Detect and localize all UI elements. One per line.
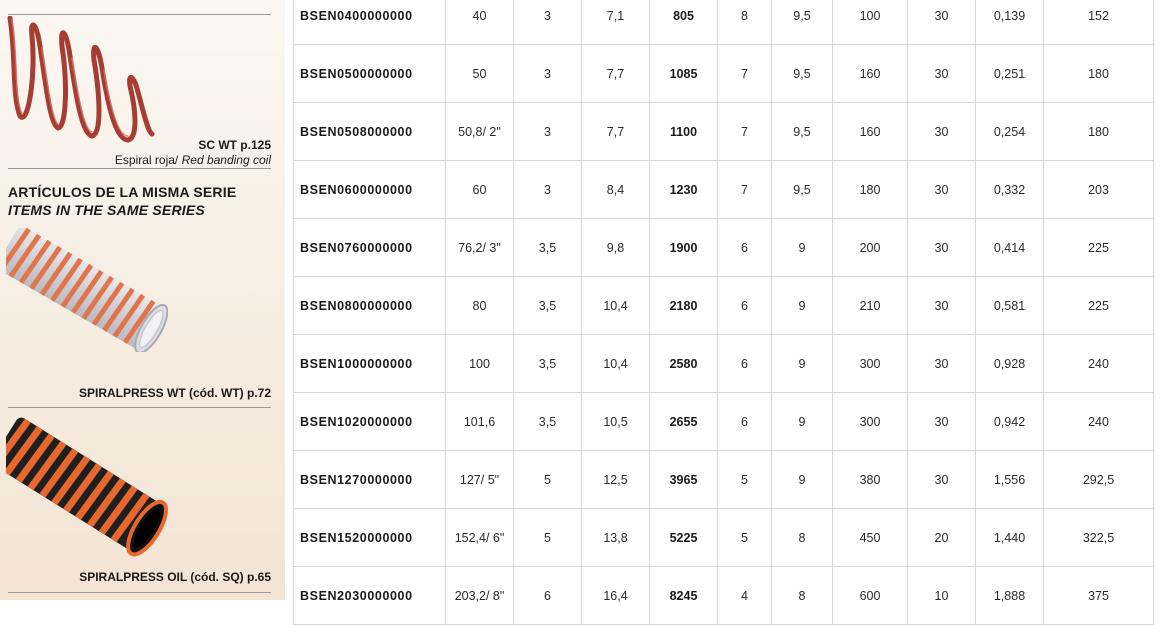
table-cell: 380 (833, 451, 908, 509)
table-cell: 203 (1044, 161, 1154, 219)
table-cell: 1085 (650, 45, 718, 103)
table-row (294, 509, 1154, 567)
table-cell: 6 (718, 393, 772, 451)
table-cell: 7,7 (582, 45, 650, 103)
table-cell: 101,6 (446, 393, 514, 451)
table-cell: 10,5 (582, 393, 650, 451)
sc-wt-desc-es: Espiral roja/ (114, 153, 179, 167)
table-cell: 9,5 (772, 161, 833, 219)
table-cell: 30 (908, 277, 976, 335)
table-cell: 0,928 (976, 335, 1044, 393)
product-code-cell: BSEN1270000000 (294, 451, 446, 509)
table-cell: 7,7 (582, 103, 650, 161)
table-cell: 5 (514, 509, 582, 567)
product-code-cell: BSEN0760000000 (294, 219, 446, 277)
product-code-cell: BSEN0800000000 (294, 277, 446, 335)
table-cell: 3,5 (514, 277, 582, 335)
table-cell: 8 (772, 567, 833, 625)
table-cell: 9,8 (582, 219, 650, 277)
table-cell: 4 (718, 567, 772, 625)
table-cell: 225 (1044, 219, 1154, 277)
table-cell: 30 (908, 219, 976, 277)
table-cell: 180 (1044, 45, 1154, 103)
table-cell: 30 (908, 0, 976, 45)
table-cell: 240 (1044, 393, 1154, 451)
table-row (294, 45, 1154, 103)
product-code-cell: BSEN0400000000 (294, 0, 446, 45)
table-cell: 2655 (650, 393, 718, 451)
sc-wt-ref: SC WT p.125 (198, 138, 271, 152)
table-cell: 10,4 (582, 277, 650, 335)
table-cell: 210 (833, 277, 908, 335)
table-cell: 80 (446, 277, 514, 335)
table-cell: 225 (1044, 277, 1154, 335)
table-cell: 16,4 (582, 567, 650, 625)
table-cell: 20 (908, 509, 976, 567)
product-code-cell: BSEN1000000000 (294, 335, 446, 393)
divider (8, 407, 271, 408)
table-cell: 0,581 (976, 277, 1044, 335)
table-cell: 9,5 (772, 0, 833, 45)
table-cell: 9 (772, 451, 833, 509)
table-row (294, 277, 1154, 335)
table-cell: 30 (908, 335, 976, 393)
product-table-wrapper (293, 0, 1153, 625)
table-cell: 5 (718, 509, 772, 567)
table-cell: 9 (772, 277, 833, 335)
table-cell: 50,8/ 2" (446, 103, 514, 161)
table-cell: 0,254 (976, 103, 1044, 161)
product-code-cell: BSEN0600000000 (294, 161, 446, 219)
table-cell: 10 (908, 567, 976, 625)
table-cell: 1,440 (976, 509, 1044, 567)
table-row (294, 103, 1154, 161)
table-cell: 7 (718, 45, 772, 103)
sidebar (0, 0, 285, 600)
table-cell: 0,332 (976, 161, 1044, 219)
spiralpress-oil-caption (79, 570, 271, 585)
table-cell: 6 (718, 277, 772, 335)
product-code-cell: BSEN0508000000 (294, 103, 446, 161)
sc-wt-caption (115, 138, 271, 168)
table-cell: 1,556 (976, 451, 1044, 509)
same-series-heading-es: ARTÍCULOS DE LA MISMA SERIE (8, 184, 237, 200)
table-cell: 30 (908, 103, 976, 161)
table-row (294, 567, 1154, 625)
table-cell: 60 (446, 161, 514, 219)
table-cell: 805 (650, 0, 718, 45)
table-cell: 30 (908, 45, 976, 103)
table-cell: 8 (718, 0, 772, 45)
table-cell: 2580 (650, 335, 718, 393)
table-cell: 292,5 (1044, 451, 1154, 509)
table-cell: 40 (446, 0, 514, 45)
table-cell: 7 (718, 161, 772, 219)
table-cell: 0,251 (976, 45, 1044, 103)
table-cell: 160 (833, 45, 908, 103)
table-cell: 8,4 (582, 161, 650, 219)
table-cell: 6 (718, 335, 772, 393)
table-cell: 450 (833, 509, 908, 567)
table-cell: 5 (514, 451, 582, 509)
product-code-cell: BSEN0500000000 (294, 45, 446, 103)
divider (8, 14, 271, 15)
spiralpress-oil-ref: SPIRALPRESS OIL (cód. SQ) p.65 (79, 570, 271, 584)
table-row (294, 219, 1154, 277)
divider (8, 168, 271, 169)
table-cell: 300 (833, 393, 908, 451)
table-cell: 1100 (650, 103, 718, 161)
table-cell: 30 (908, 393, 976, 451)
table-cell: 1230 (650, 161, 718, 219)
table-cell: 12,5 (582, 451, 650, 509)
table-cell: 3,5 (514, 335, 582, 393)
table-cell: 180 (833, 161, 908, 219)
table-cell: 9 (772, 393, 833, 451)
table-cell: 9 (772, 219, 833, 277)
product-table (293, 0, 1154, 625)
table-row (294, 393, 1154, 451)
table-cell: 100 (446, 335, 514, 393)
table-row (294, 161, 1154, 219)
table-cell: 3,5 (514, 393, 582, 451)
table-cell: 100 (833, 0, 908, 45)
table-cell: 5225 (650, 509, 718, 567)
spiralpress-wt-hose-image (6, 228, 168, 352)
table-cell: 300 (833, 335, 908, 393)
table-cell: 6 (514, 567, 582, 625)
table-cell: 2180 (650, 277, 718, 335)
table-cell: 3 (514, 161, 582, 219)
table-cell: 76,2/ 3" (446, 219, 514, 277)
table-cell: 3 (514, 103, 582, 161)
table-cell: 600 (833, 567, 908, 625)
table-cell: 152,4/ 6" (446, 509, 514, 567)
spiralpress-wt-caption (79, 386, 271, 401)
table-cell: 322,5 (1044, 509, 1154, 567)
table-cell: 1900 (650, 219, 718, 277)
table-row (294, 335, 1154, 393)
table-cell: 9,5 (772, 103, 833, 161)
table-cell: 30 (908, 161, 976, 219)
table-cell: 127/ 5" (446, 451, 514, 509)
table-cell: 9 (772, 335, 833, 393)
product-code-cell: BSEN1520000000 (294, 509, 446, 567)
table-cell: 160 (833, 103, 908, 161)
table-cell: 200 (833, 219, 908, 277)
table-cell: 5 (718, 451, 772, 509)
product-code-cell: BSEN1020000000 (294, 393, 446, 451)
table-cell: 8245 (650, 567, 718, 625)
table-cell: 50 (446, 45, 514, 103)
table-cell: 3 (514, 0, 582, 45)
same-series-heading (8, 183, 278, 219)
table-cell: 0,139 (976, 0, 1044, 45)
table-cell: 7,1 (582, 0, 650, 45)
table-cell: 10,4 (582, 335, 650, 393)
table-cell: 180 (1044, 103, 1154, 161)
spiralpress-wt-ref: SPIRALPRESS WT (cód. WT) p.72 (78, 386, 271, 400)
table-cell: 0,414 (976, 219, 1044, 277)
table-cell: 3965 (650, 451, 718, 509)
table-cell: 203,2/ 8" (446, 567, 514, 625)
table-cell: 9,5 (772, 45, 833, 103)
table-cell: 13,8 (582, 509, 650, 567)
table-cell: 8 (772, 509, 833, 567)
table-cell: 0,942 (976, 393, 1044, 451)
table-cell: 240 (1044, 335, 1154, 393)
product-code-cell: BSEN2030000000 (294, 567, 446, 625)
red-banding-coil-image (6, 16, 156, 144)
table-row (294, 451, 1154, 509)
table-cell: 3,5 (514, 219, 582, 277)
table-cell: 30 (908, 451, 976, 509)
table-row (294, 0, 1154, 45)
same-series-heading-en: ITEMS IN THE SAME SERIES (8, 202, 205, 218)
table-cell: 7 (718, 103, 772, 161)
table-cell: 6 (718, 219, 772, 277)
table-cell: 1,888 (976, 567, 1044, 625)
spiralpress-oil-hose-image (6, 412, 168, 566)
divider (8, 592, 271, 593)
sc-wt-desc-en: Red banding coil (178, 153, 271, 167)
table-cell: 152 (1044, 0, 1154, 45)
product-table-body (294, 0, 1154, 625)
table-cell: 3 (514, 45, 582, 103)
table-cell: 375 (1044, 567, 1154, 625)
